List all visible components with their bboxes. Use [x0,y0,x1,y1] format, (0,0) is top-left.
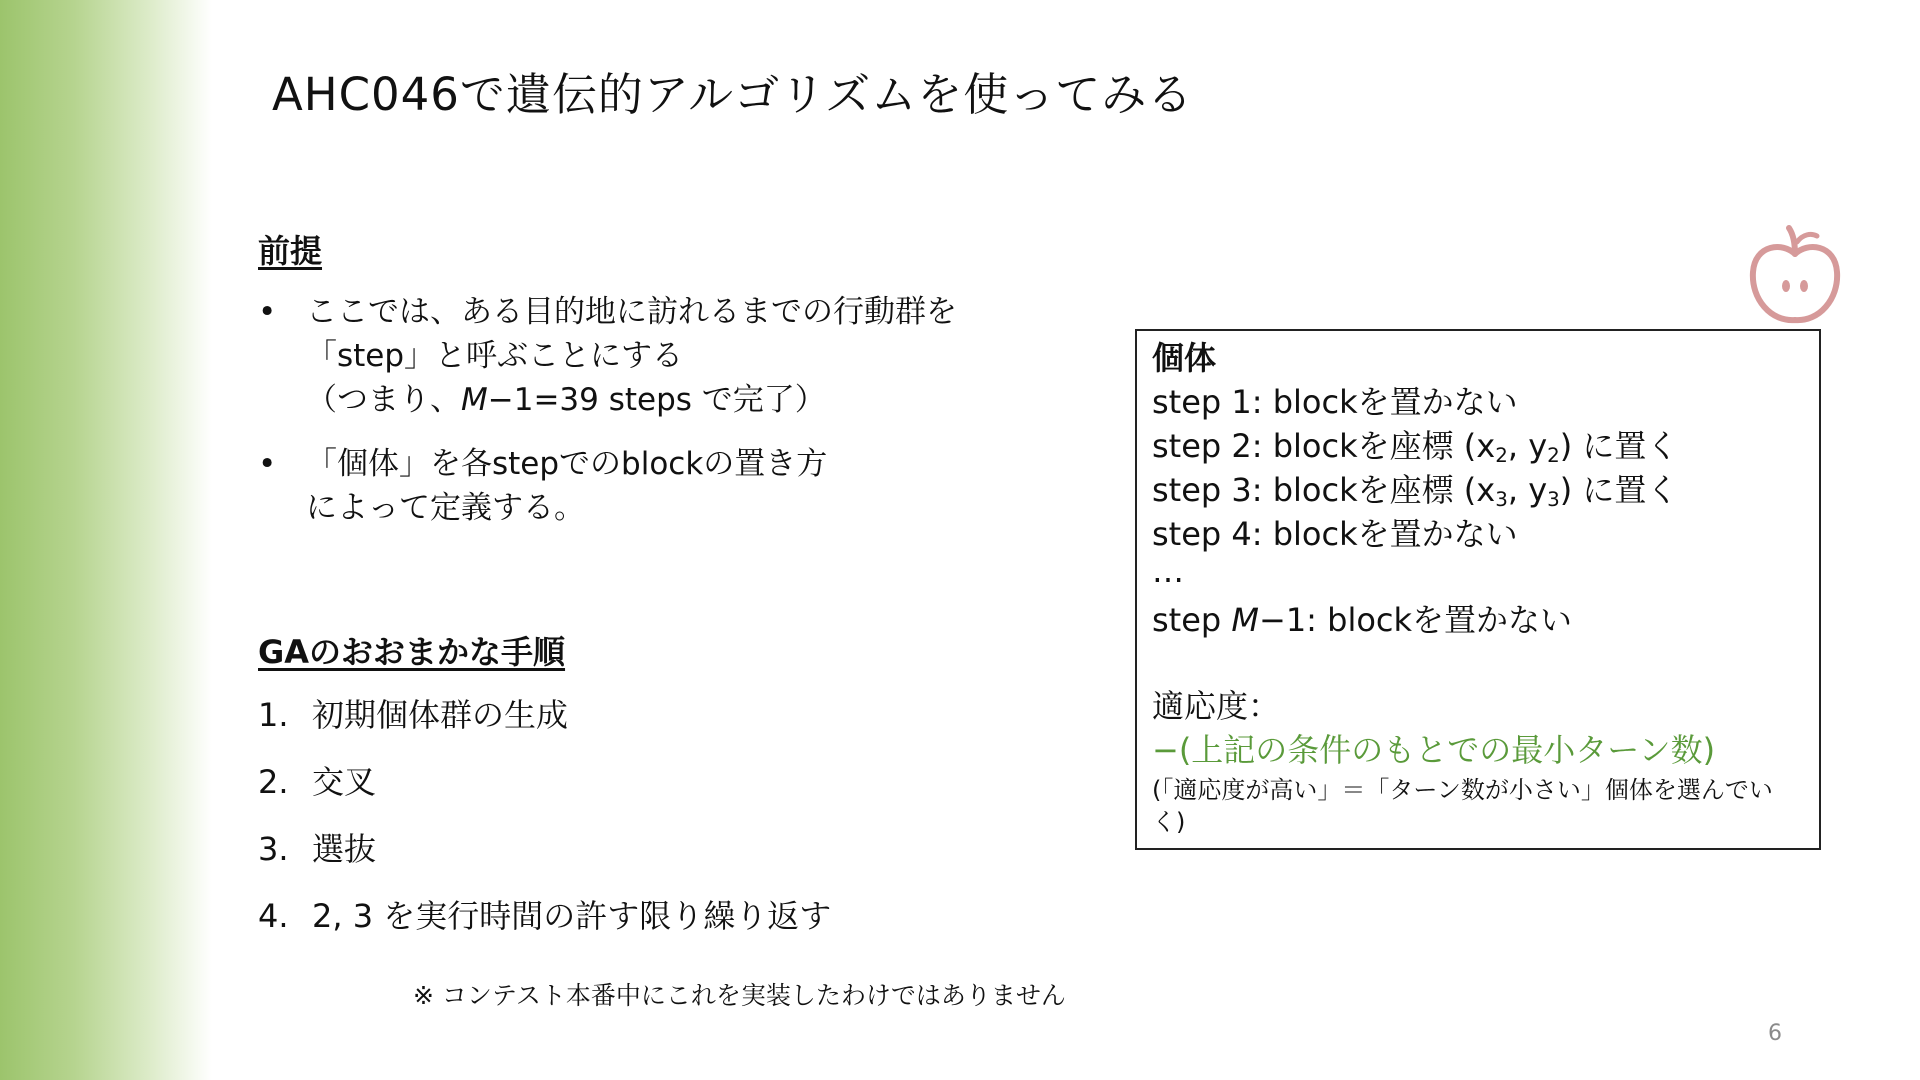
box-ellipsis: … [1152,552,1184,590]
fitness-label: 適応度： [1152,687,1281,725]
premise-bullet-2 [258,442,957,530]
ga-step-text: 選抜 [312,830,377,868]
ga-step-3 [258,824,831,891]
fitness-note: (「適応度が高い」＝「ターン数が小さい」個体を選んでいく) [1152,776,1773,836]
box-step-3-pre: step 3: blockを座標 (x [1152,471,1496,509]
bullet-2-line-2: によって定義する。 [306,490,585,526]
ga-step-2 [258,757,831,824]
ga-heading: GAのおおまかな手順 [258,633,566,671]
bullet-mark: • [258,446,277,482]
variable-m: M [461,382,488,418]
fitness-formula: −(上記の条件のもとでの最小ターン数) [1152,731,1716,769]
box-step-2-post: ) に置く [1559,427,1679,465]
bullet-2-line-1: 「個体」を各stepでのblockの置き方 [306,446,828,482]
box-step-2-pre: step 2: blockを座標 (x [1152,427,1496,465]
ga-step-number: 1. [258,696,289,734]
bullet-1-line-3-pre: （つまり、 [306,382,461,418]
box-step-3 [1152,468,1805,512]
premise-heading: 前提 [258,232,323,270]
ga-step-1 [258,690,831,757]
box-spacer [1152,642,1805,684]
subscript: 2 [1547,443,1560,467]
ga-step-text: 2, 3 を実行時間の許す限り繰り返す [312,897,832,935]
bullet-mark: • [258,294,277,330]
box-step-3-post: ) に置く [1559,471,1679,509]
box-step-m-pre: step [1152,601,1232,639]
footnote: ※ コンテスト本番中にこれを実装したわけではありません [413,981,1066,1010]
box-step-3-mid: , y [1507,471,1548,509]
slide-title: AHC046で遺伝的アルゴリズムを使ってみる [272,68,1194,121]
box-step-4: step 4: blockを置かない [1152,515,1518,553]
bullet-1-line-1: ここでは、ある目的地に訪れるまでの行動群を [306,294,957,330]
subscript: 3 [1547,487,1560,511]
variable-m: M [1231,601,1259,639]
bullet-1-line-3 [306,378,957,422]
box-step-1: step 1: blockを置かない [1152,383,1518,421]
bullet-1-line-2: 「step」と呼ぶことにする [306,338,684,374]
apple-icon [1745,224,1845,334]
individual-definition-box [1135,329,1821,850]
premise-bullet-list [258,290,957,550]
ga-step-list [258,690,831,958]
box-step-m-post: −1: blockを置かない [1259,601,1573,639]
ga-step-text: 交叉 [312,763,377,801]
ga-step-number: 3. [258,830,289,868]
bullet-1-line-3-post: −1=39 steps で完了） [487,382,826,418]
decorative-side-band [0,0,212,1080]
box-step-2 [1152,424,1805,468]
subscript: 2 [1495,443,1508,467]
page-number: 6 [1768,1021,1782,1046]
ga-step-text: 初期個体群の生成 [312,696,569,734]
ga-step-4 [258,891,831,958]
ga-step-number: 2. [258,763,289,801]
ga-step-number: 4. [258,897,289,935]
box-title: 個体 [1152,339,1217,377]
subscript: 3 [1495,487,1508,511]
premise-bullet-1 [258,290,957,422]
box-step-2-mid: , y [1507,427,1548,465]
box-step-m [1152,598,1805,642]
